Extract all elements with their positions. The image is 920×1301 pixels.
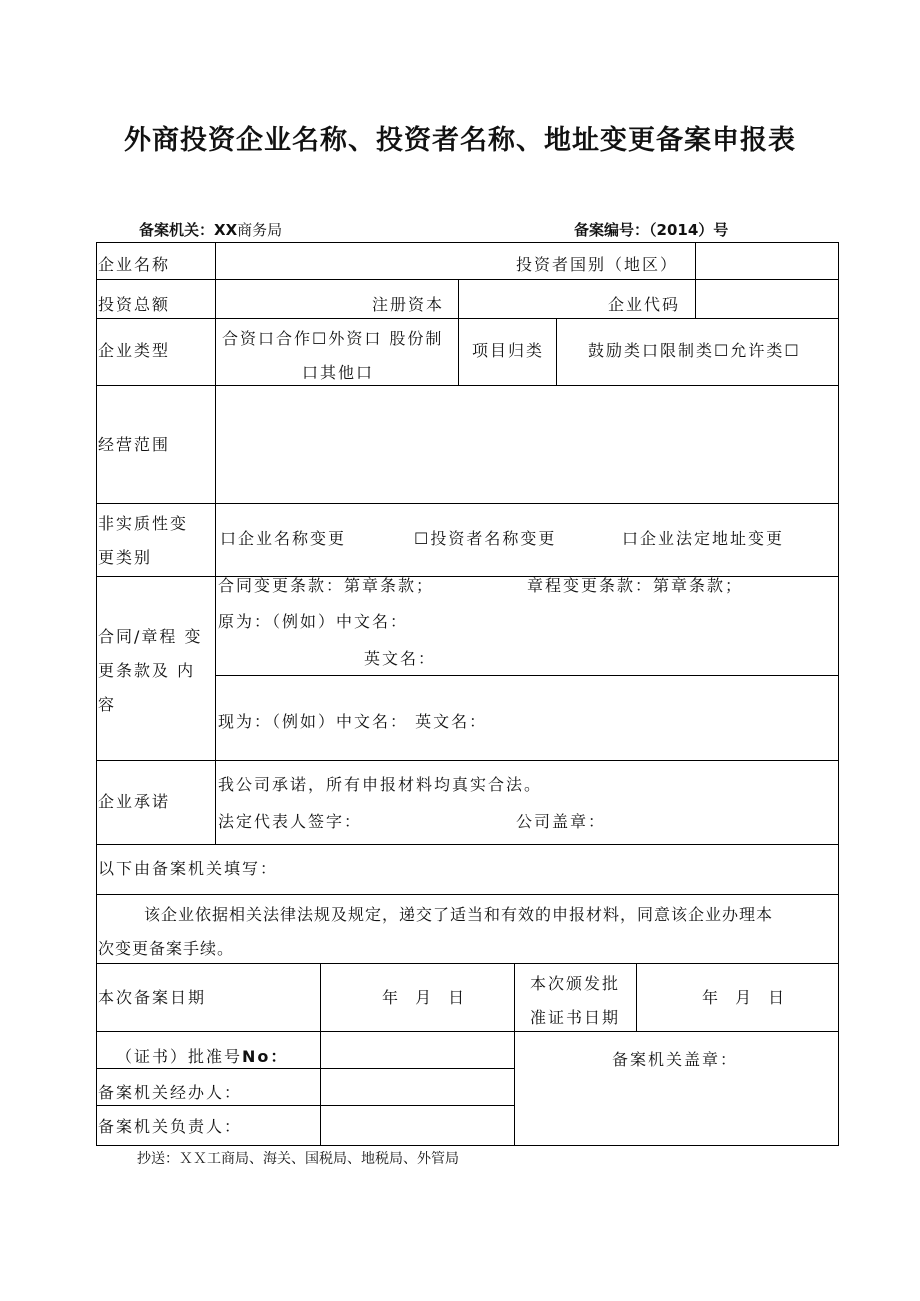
change-type-label-2: 更类别 (98, 548, 153, 567)
cert-date-label-1: 本次颁发批 (530, 974, 621, 993)
company-name-field[interactable] (216, 244, 512, 278)
company-code-field[interactable] (697, 281, 837, 317)
agency-value: XX (214, 221, 238, 239)
number-value: （2014） (649, 221, 714, 239)
clauses-label-2: 更条款及 内 (98, 661, 196, 680)
company-type-label: 企业类型 (98, 341, 171, 360)
approval-number-label (116, 1040, 288, 1074)
agency-suffix: 商务局 (237, 221, 283, 239)
change-option-address[interactable]: 口企业法定地址变更 (622, 529, 785, 548)
change-type-label-1: 非实质性变 (98, 514, 189, 533)
responsible-field[interactable] (322, 1107, 512, 1143)
investor-country-label: 投资者国别（地区） (516, 255, 679, 274)
rule (96, 894, 839, 895)
approval-number-field[interactable] (322, 1033, 512, 1067)
rule (458, 279, 459, 386)
project-category-label: 项目归类 (472, 341, 545, 360)
change-option-investor-name[interactable]: ☐投资者名称变更 (414, 529, 557, 548)
agency-label: 备案机关： (139, 221, 215, 239)
clauses-label-1: 合同/章程 变 (98, 627, 203, 646)
rule (215, 242, 216, 845)
new-names: 现为：（例如）中文名： 英文名： (218, 712, 488, 731)
filing-date-value[interactable]: 年 月 日 (382, 988, 471, 1007)
rule (96, 760, 839, 761)
table-border-right (838, 242, 839, 1146)
agency-info (139, 219, 282, 240)
cert-date-label-2: 准证书日期 (530, 1008, 621, 1027)
company-name-label: 企业名称 (98, 255, 171, 274)
agency-section-heading: 以下由备案机关填写： (98, 859, 279, 878)
number-suffix: 号 (713, 221, 729, 239)
cert-date-value[interactable]: 年 月 日 (702, 988, 791, 1007)
table-border-left (96, 242, 97, 1146)
agency-paragraph-line1: 该企业依据相关法律法规及规定，递交了适当和有效的申报材料，同意该企业办理本 (144, 905, 774, 924)
agency-seal-label: 备案机关盖章： (612, 1050, 739, 1069)
company-type-options[interactable]: 合资口合作☐外资口 股份制 (222, 329, 444, 348)
business-scope-field[interactable] (217, 387, 837, 502)
agency-paragraph-line2: 次变更备案手续。 (98, 939, 235, 958)
rule (556, 318, 557, 386)
responsible-label: 备案机关负责人： (98, 1117, 243, 1136)
rule (96, 279, 839, 280)
rule (636, 963, 637, 1032)
table-border-bottom (96, 1145, 839, 1146)
legal-rep-signature: 法定代表人签字： (218, 812, 363, 831)
rule (96, 385, 839, 386)
original-en-name: 英文名： (364, 649, 437, 668)
change-option-company-name[interactable]: 口企业名称变更 (220, 529, 347, 548)
project-category-options[interactable]: 鼓励类口限制类☐允许类☐ (588, 341, 801, 360)
original-cn-name: 原为：（例如）中文名： (218, 612, 409, 631)
company-type-other[interactable]: 口其他口 (302, 363, 375, 382)
registered-capital-label: 注册资本 (372, 295, 445, 314)
approval-number-no: No： (242, 1047, 289, 1066)
rule (96, 318, 839, 319)
filing-date-label: 本次备案日期 (98, 988, 207, 1007)
cc-list: 抄送：ＸＸ工商局、海关、国税局、地税局、外管局 (137, 1151, 459, 1167)
handler-field[interactable] (322, 1070, 512, 1104)
commitment-label: 企业承诺 (98, 792, 171, 811)
table-border-top (96, 242, 839, 243)
commitment-statement: 我公司承诺，所有申报材料均真实合法。 (218, 775, 543, 794)
rule (96, 844, 839, 845)
clauses-label-3: 容 (98, 695, 117, 714)
contract-clause: 合同变更条款：第章条款； (218, 576, 435, 595)
articles-clause: 章程变更条款：第章条款； (527, 576, 744, 595)
number-label: 备案编号： (574, 221, 650, 239)
rule (215, 675, 839, 676)
approval-number-text: （证书）批准号 (116, 1047, 243, 1066)
rule (695, 242, 696, 319)
form-title: 外商投资企业名称、投资者名称、地址变更备案申报表 (124, 125, 796, 156)
rule (320, 963, 321, 1146)
business-scope-label: 经营范围 (98, 435, 171, 454)
total-investment-label: 投资总额 (98, 295, 171, 314)
rule (96, 503, 839, 504)
company-code-label: 企业代码 (608, 295, 681, 314)
rule (514, 963, 515, 1146)
rule (96, 1031, 839, 1032)
investor-country-field[interactable] (697, 244, 837, 278)
filing-number (574, 219, 728, 240)
handler-label: 备案机关经办人： (98, 1083, 243, 1102)
company-seal: 公司盖章： (516, 812, 607, 831)
